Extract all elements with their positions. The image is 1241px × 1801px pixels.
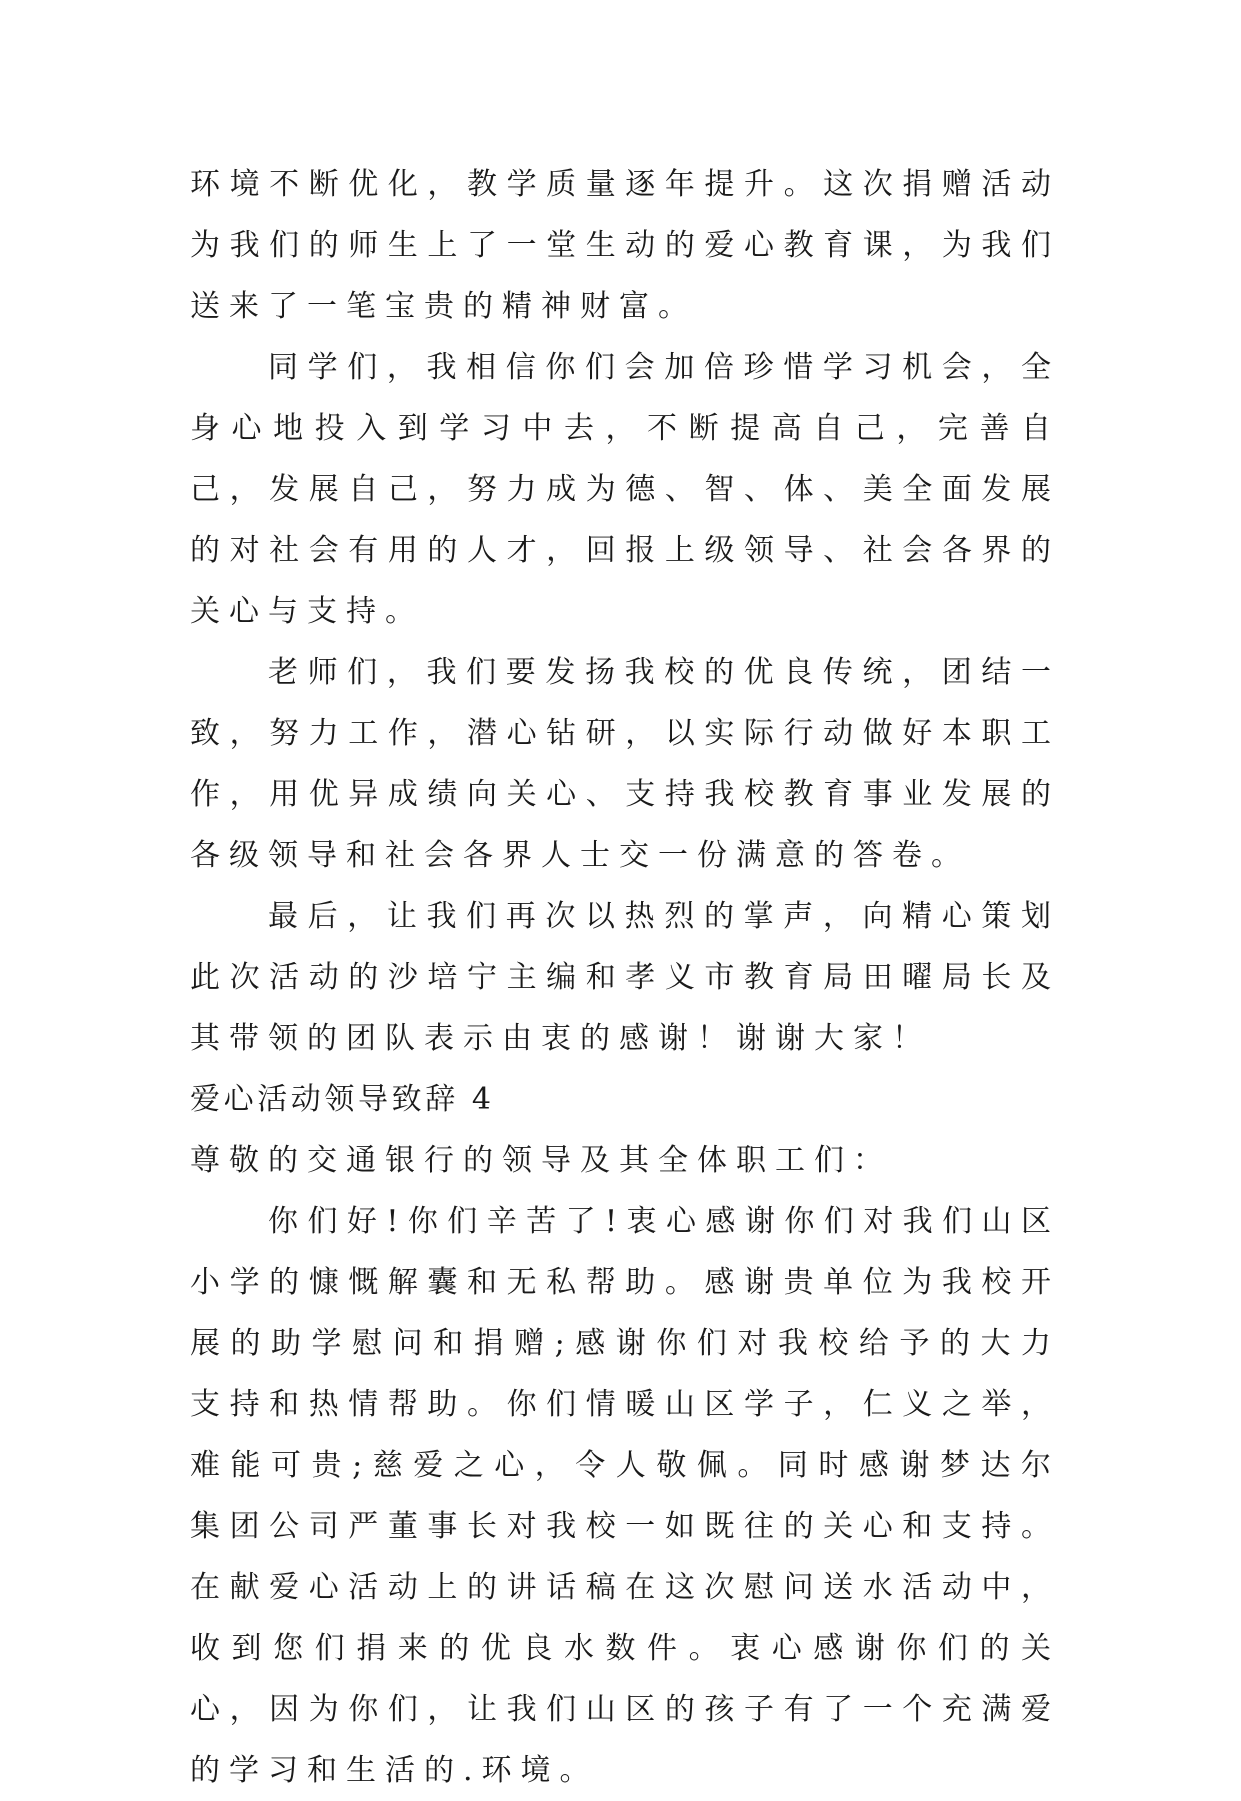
paragraph-teachers: 老师们，我们要发扬我校的优良传统，团结一致，努力工作，潜心钻研，以实际行动做好本职工作，用优异成绩向关心、支持我校教育事业发展的各级领导和社会各界人士交一份满意的答卷。 [190, 655, 1060, 873]
letter-salutation: 尊敬的交通银行的领导及其全体职工们： [190, 1143, 892, 1178]
paragraph-continuation: 环境不断优化，教学质量逐年提升。这次捐赠活动为我们的师生上了一堂生动的爱心教育课，为我们送来了一笔宝贵的精神财富。 [190, 167, 1060, 324]
section-heading: 爱心活动领导致辞 4 [190, 1082, 495, 1117]
paragraph-students: 同学们，我相信你们会加倍珍惜学习机会，全身心地投入到学习中去，不断提高自己，完善自己，发展自己，努力成为德、智、体、美全面发展的对社会有用的人才，回报上级领导、社会各界的关心与支持。 [190, 350, 1060, 629]
paragraph-closing: 最后，让我们再次以热烈的掌声，向精心策划此次活动的沙培宁主编和孝义市教育局田曜局长及其带领的团队表示由衷的感谢！谢谢大家！ [190, 899, 1060, 1056]
letter-body: 你们好!你们辛苦了!衷心感谢你们对我们山区小学的慷慨解囊和无私帮助。感谢贵单位为我校开展的助学慰问和捐赠;感谢你们对我校给予的大力支持和热情帮助。你们情暖山区学子，仁义之举，难能可贵;慈爱之心，令人敬佩。同时感谢梦达尔集团公司严董事长对我校一如既往的关心和支持。在献爱心活动上的讲话稿在这次慰问送水活动中，收到您们捐来的优良水数件。衷心感谢你们的关心，因为你们，让我们山区的孩子有了一个充满爱的学习和生活的.环境。 [190, 1204, 1060, 1788]
document-body [190, 154, 1060, 1801]
